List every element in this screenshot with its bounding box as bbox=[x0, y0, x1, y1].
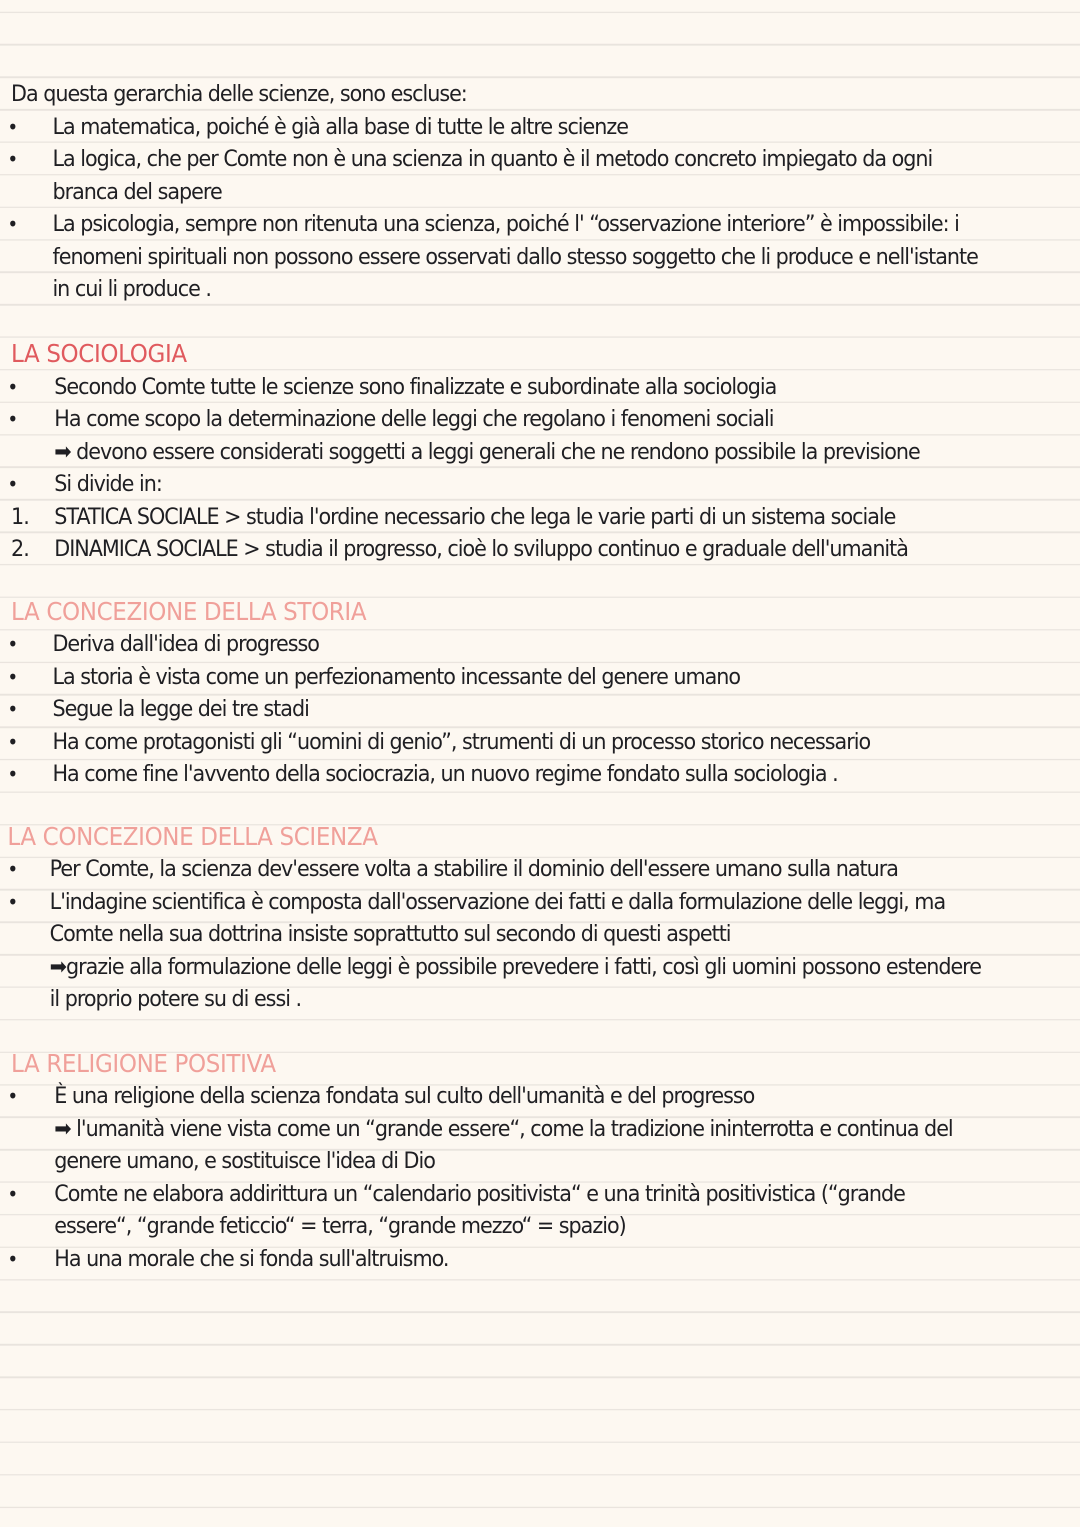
religione-line: essere“, “grande feticcio“ = terra, “grande mezzo“ = spazio) bbox=[54, 1213, 626, 1239]
scienza-line: L'indagine scientifica è composta dall'osservazione dei fatti e dalla formulazione delle leggi, ma bbox=[49, 888, 946, 915]
list-item bbox=[0, 628, 994, 661]
list-item-continuation bbox=[0, 1210, 994, 1243]
list-item bbox=[0, 143, 994, 176]
bullet-icon: • bbox=[7, 472, 18, 496]
storia-item: Deriva dall'idea di progresso bbox=[52, 631, 319, 657]
list-item bbox=[0, 1178, 994, 1211]
intro-item-math: La matematica, poiché è già alla base di tutte le altre scienze bbox=[52, 113, 628, 140]
list-item bbox=[0, 886, 994, 919]
scienza-line: Comte nella sua dottrina insiste soprattutto sul secondo di questi aspetti bbox=[49, 921, 731, 947]
sociologia-arrow-line: ➡ devono essere considerati soggetti a leggi generali che ne rendono possibile la previsione bbox=[54, 438, 920, 465]
list-item bbox=[0, 693, 994, 726]
sociologia-line: Si divide in: bbox=[54, 471, 162, 497]
statica-sociale: STATICA SOCIALE > studia l'ordine necessario che lega le varie parti di un sistema sociale bbox=[54, 503, 896, 530]
bullet-icon: • bbox=[7, 147, 18, 171]
bullet-icon: • bbox=[7, 374, 18, 399]
item-number: 2. bbox=[11, 536, 29, 562]
list-item-continuation bbox=[0, 436, 994, 469]
intro-item-psychology: La psicologia, sempre non ritenuta una scienza, poiché l' “osservazione interiore” è impossibile: i bbox=[52, 211, 959, 237]
bullet-icon: • bbox=[7, 857, 18, 881]
bullet-icon: • bbox=[7, 1246, 18, 1271]
item-number: 1. bbox=[11, 503, 29, 530]
list-item bbox=[0, 371, 994, 404]
storia-item: Ha come fine l'avvento della sociocrazia, un nuovo regime fondato sulla sociologia . bbox=[52, 761, 838, 787]
list-item bbox=[0, 853, 994, 886]
scienza-line: il proprio potere su di essi . bbox=[49, 986, 302, 1012]
list-item bbox=[0, 1243, 994, 1276]
notes-page bbox=[0, 78, 1080, 1275]
list-item-continuation bbox=[0, 951, 994, 984]
numbered-item bbox=[0, 501, 994, 534]
scienza-arrow-line: ➡grazie alla formulazione delle leggi è possibile prevedere i fatti, così gli uomini possono estendere bbox=[49, 953, 981, 980]
intro-line bbox=[0, 78, 994, 111]
bullet-icon: • bbox=[7, 407, 18, 431]
bullet-icon: • bbox=[7, 212, 18, 236]
storia-heading: LA CONCEZIONE DELLA STORIA bbox=[11, 596, 367, 626]
list-item bbox=[0, 726, 994, 759]
bullet-icon: • bbox=[7, 664, 18, 689]
religione-heading: LA RELIGIONE POSITIVA bbox=[11, 1048, 276, 1078]
list-item-continuation bbox=[0, 273, 994, 306]
numbered-item bbox=[0, 533, 994, 566]
sociologia-line: Secondo Comte tutte le scienze sono finalizzate e subordinate alla sociologia bbox=[54, 373, 777, 400]
storia-item: Segue la legge dei tre stadi bbox=[52, 696, 309, 722]
religione-line: È una religione della scienza fondata sul culto dell'umanità e del progresso bbox=[54, 1083, 755, 1109]
bullet-icon: • bbox=[7, 1181, 18, 1206]
list-item bbox=[0, 661, 994, 694]
intro-item-logic-cont: branca del sapere bbox=[52, 178, 222, 205]
list-item bbox=[0, 403, 994, 436]
section-heading-line bbox=[0, 338, 994, 371]
list-item-continuation bbox=[0, 1113, 994, 1146]
section-heading-line bbox=[0, 1048, 994, 1081]
list-item-continuation bbox=[0, 918, 994, 951]
intro-item-logic: La logica, che per Comte non è una scienza in quanto è il metodo concreto impiegato da ogni bbox=[52, 146, 933, 172]
bullet-icon: • bbox=[7, 697, 18, 721]
scienza-heading: LA CONCEZIONE DELLA SCIENZA bbox=[7, 821, 378, 851]
religione-line: Comte ne elabora addirittura un “calendario positivista“ e una trinità positivistica (“grande bbox=[54, 1180, 905, 1207]
intro-item-psychology-cont-1: fenomeni spirituali non possono essere osservati dallo stesso soggetto che li produce e nell'istante bbox=[52, 243, 978, 270]
list-item-continuation bbox=[0, 241, 994, 274]
religione-line: Ha una morale che si fonda sull'altruismo. bbox=[54, 1245, 449, 1272]
bullet-icon: • bbox=[7, 762, 18, 786]
religione-line: genere umano, e sostituisce l'idea di Dio bbox=[54, 1148, 435, 1174]
list-item-continuation bbox=[0, 1145, 994, 1178]
bullet-icon: • bbox=[7, 632, 18, 656]
storia-item: La storia è vista come un perfezionamento incessante del genere umano bbox=[52, 663, 741, 690]
list-item bbox=[0, 468, 994, 501]
religione-arrow-line: ➡ l'umanità viene vista come un “grande essere“, come la tradizione ininterrotta e continua del bbox=[54, 1115, 953, 1142]
bullet-icon: • bbox=[7, 729, 18, 754]
bullet-icon: • bbox=[7, 114, 18, 139]
sociologia-line: Ha come scopo la determinazione delle leggi che regolano i fenomeni sociali bbox=[54, 406, 774, 432]
section-heading-line bbox=[0, 596, 994, 629]
intro-item-psychology-cont-2: in cui li produce . bbox=[52, 276, 211, 302]
list-item bbox=[0, 1080, 994, 1113]
dinamica-sociale: DINAMICA SOCIALE > studia il progresso, cioè lo sviluppo continuo e graduale dell'umanità bbox=[54, 536, 908, 562]
section-heading-line bbox=[0, 821, 994, 854]
list-item bbox=[0, 111, 994, 144]
intro-lead: Da questa gerarchia delle scienze, sono escluse: bbox=[11, 81, 467, 107]
storia-item: Ha come protagonisti gli “uomini di genio”, strumenti di un processo storico necessario bbox=[52, 728, 871, 755]
sociologia-heading: LA SOCIOLOGIA bbox=[11, 339, 187, 368]
bullet-icon: • bbox=[7, 889, 18, 914]
list-item-continuation bbox=[0, 983, 994, 1016]
list-item bbox=[0, 208, 994, 241]
list-item bbox=[0, 758, 994, 791]
scienza-line: Per Comte, la scienza dev'essere volta a stabilire il dominio dell'essere umano sulla natura bbox=[49, 856, 898, 882]
list-item-continuation bbox=[0, 176, 994, 209]
bullet-icon: • bbox=[7, 1084, 18, 1108]
